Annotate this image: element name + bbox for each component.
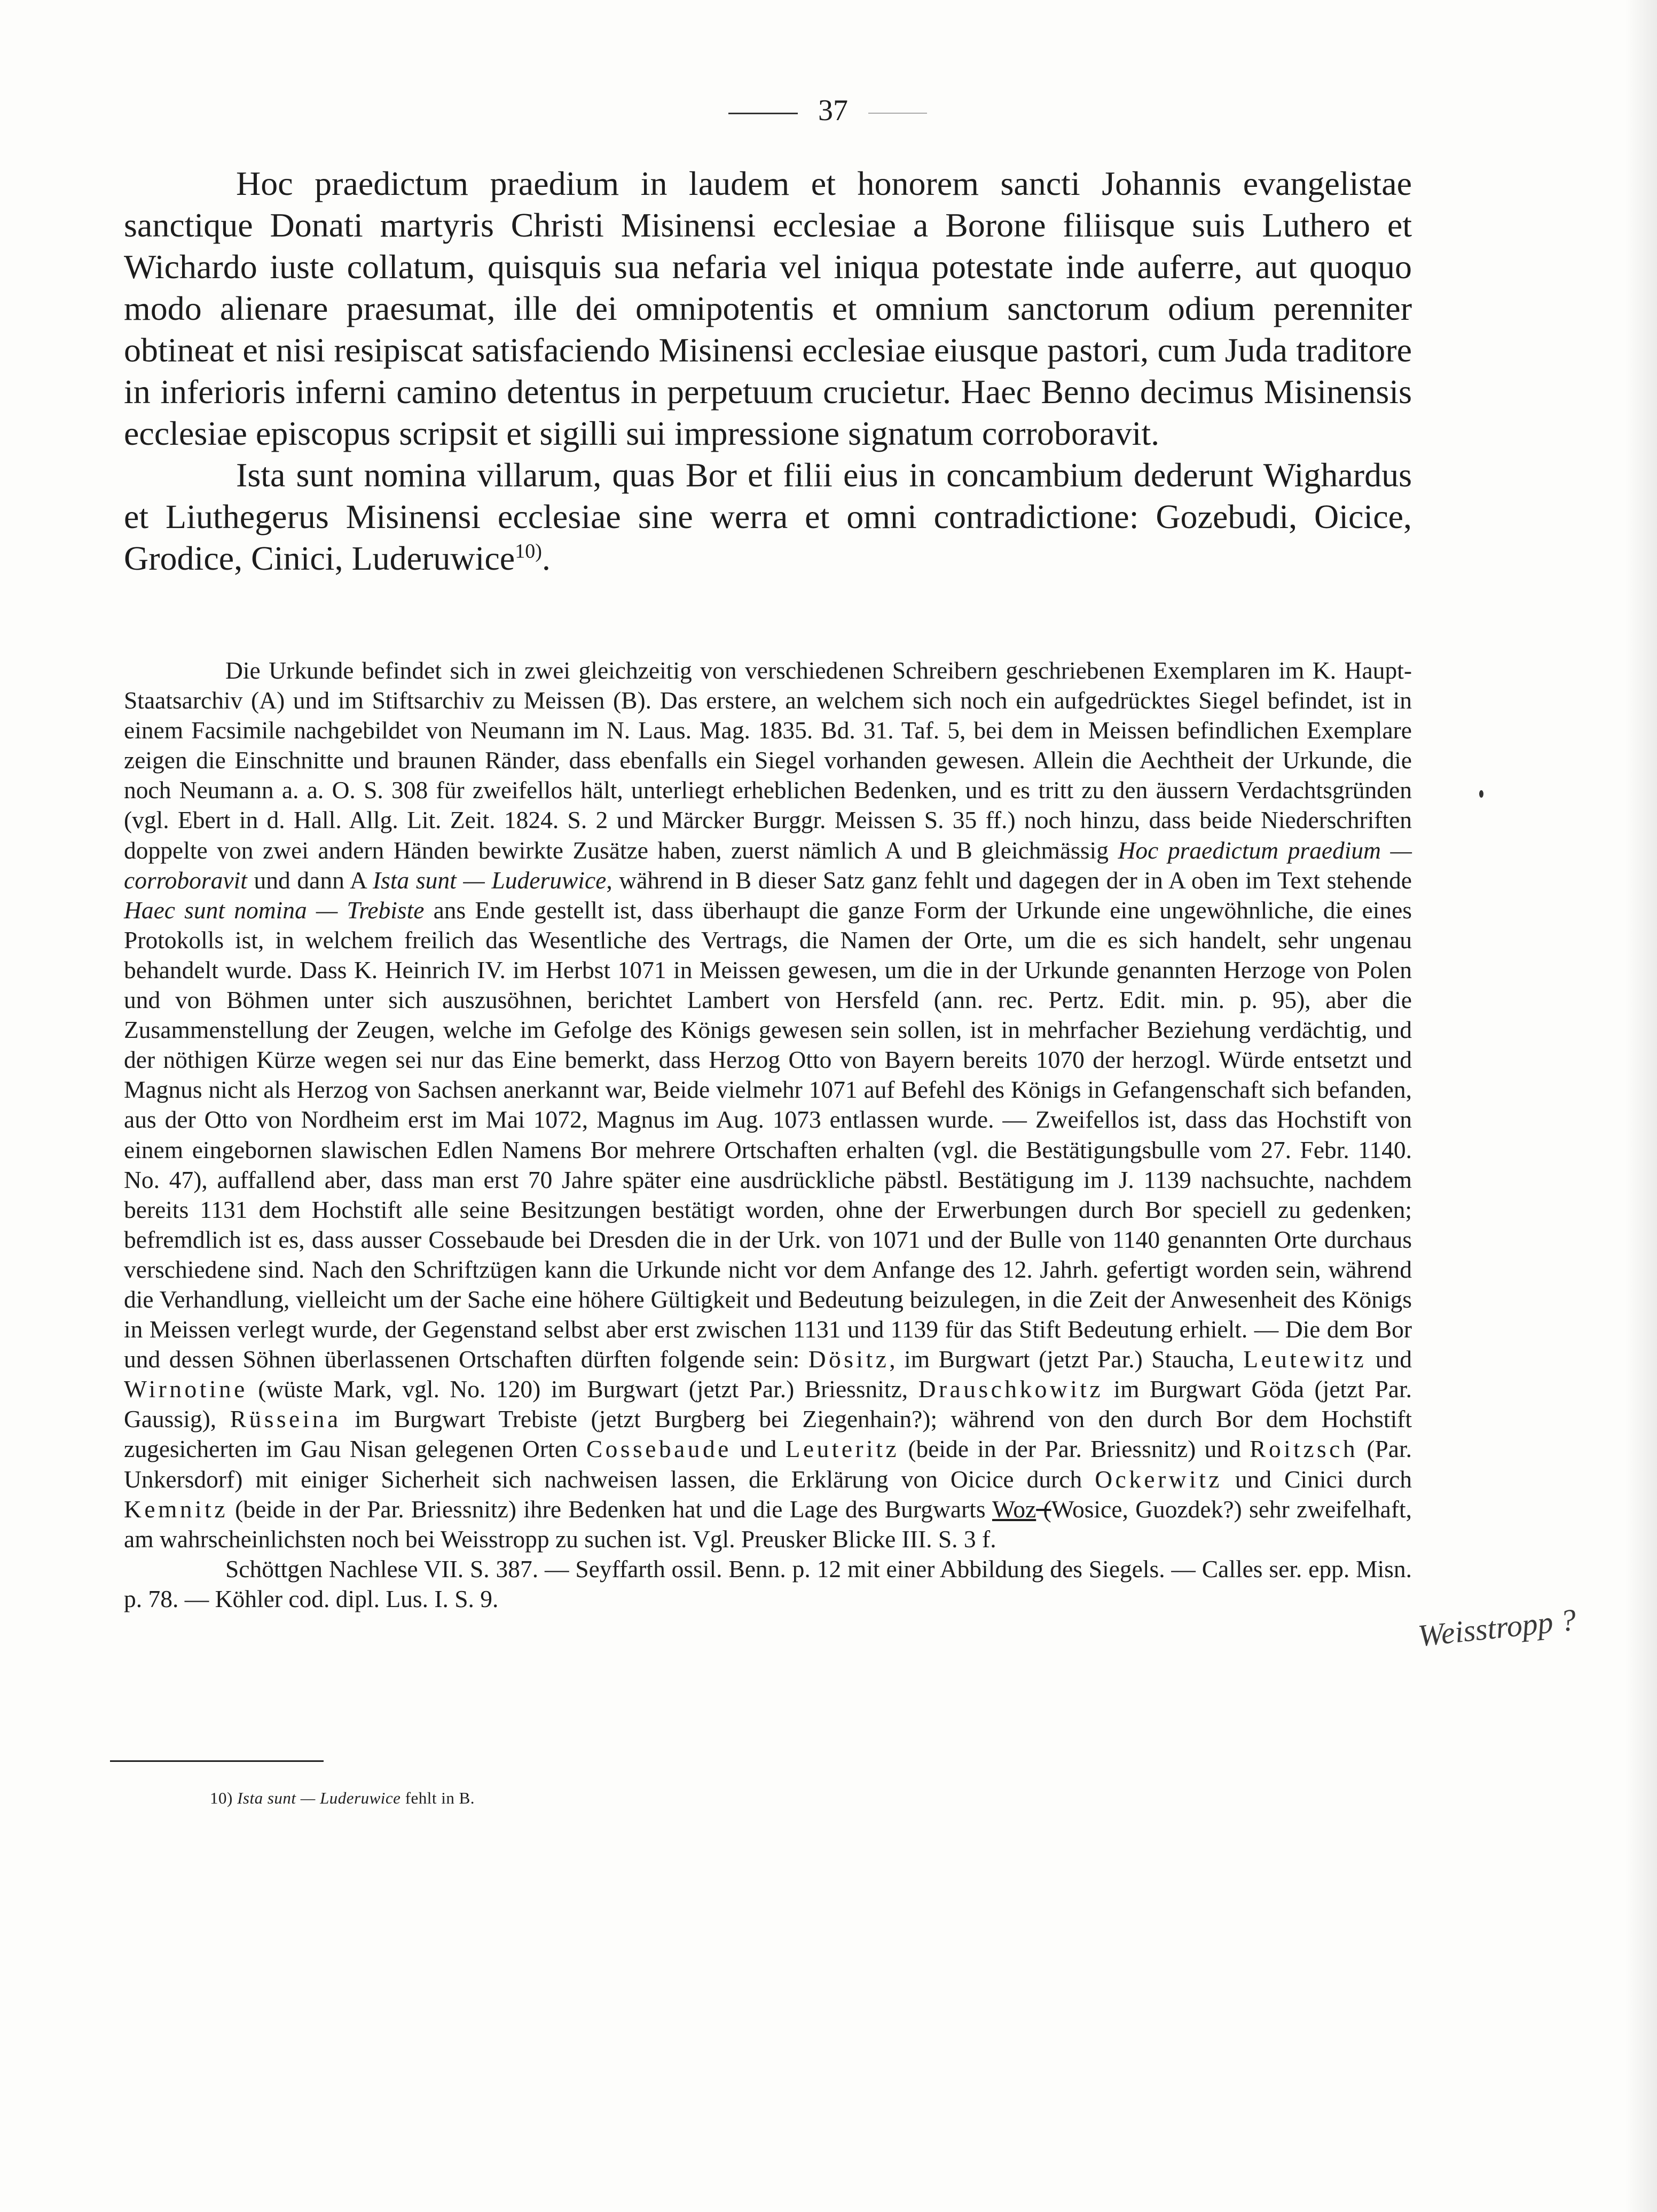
footnote-ref: 10) (515, 540, 542, 563)
charter-paragraph-2: Ista sunt nomina villarum, quas Bor et filii eius in concambium dederunt Wighardus et Liuthegerus Misinensi ecclesiae sine werra et omni contradictione: Gozebudi, Oicice, Grodice, Cinici, Luderuwice$^{10)}$. (124, 456, 1412, 577)
ink-speck (1479, 790, 1483, 798)
handwritten-margin-note: Weisstropp ? (1416, 1602, 1578, 1654)
page-number (641, 93, 1015, 128)
annotated-word: Woz (992, 1495, 1036, 1523)
header-rule-left (728, 113, 798, 114)
footnote: 10) Ista sunt — Luderuwice fehlt in B. (210, 1789, 475, 1807)
charter-paragraph-1: Hoc praedictum praedium in laudem et honorem sancti Johannis evangelistae sanctique Donati martyris Christi Misinensi ecclesiae a Borone filiisque suis Luthero et Wichardo iuste collatum, quisquis sua nefaria vel iniqua potestate inde auferre, aut quoquo modo alienare praesumat, ille dei omnipotentis et omnium sanctorum odium perenniter obtineat et nisi resipiscat satisfaciendo Misinensi ecclesiae eiusque pastori, cum Juda traditore in inferioris inferni camino detentus in perpetuum crucietur. Haec Benno decimus Misinensis ecclesiae episcopus scripsit et sigilli sui impressione signatum corroboravit. (124, 164, 1412, 452)
footnote-divider (110, 1760, 324, 1762)
header-rule-right (868, 113, 927, 114)
scan-edge (1625, 0, 1657, 2212)
charter-text (124, 163, 1412, 579)
page-number-value: 37 (818, 94, 848, 127)
commentary-paragraph-1: Die Urkunde befindet sich in zwei gleichzeitig von verschiedenen Schreibern geschriebenen Exemplaren im K. Haupt-Staatsarchiv (A) und im Stiftsarchiv zu Meissen (B). Das erstere, an welchem sich noch ein aufgedrücktes Siegel befindet, ist in einem Facsimile nachgebildet von Neumann im N. Laus. Mag. 1835. Bd. 31. Taf. 5, bei dem in Meissen befindlichen Exemplare zeigen die Einschnitte und braunen Ränder, dass ebenfalls ein Siegel vorhanden gewesen. Allein die Aechtheit der Urkunde, die noch Neumann a. a. O. S. 308 für zweifellos hält, unterliegt erheblichen Bedenken, und es tritt zu den äussern Verdachtsgründen (vgl. Ebert in d. Hall. Allg. Lit. Zeit. 1824. S. 2 und Märcker Burggr. Meissen S. 35 ff.) noch hinzu, dass beide Niederschriften doppelte von zwei andern Händen bewirkte Zusätze haben, zuerst nämlich A und B gleichmässig Hoc praedictum praedium — corroboravit und dann A Ista sunt — Luderuwice, während in B dieser Satz ganz fehlt und dagegen der in A oben im Text stehende Haec sunt nomina — Trebiste ans Ende gestellt ist, dass überhaupt die ganze Form der Urkunde eine ungewöhnliche, die eines Protokolls ist, in welchem freilich das Wesentliche des Vertrags, die Namen der Orte, um die es sich handelt, sehr ungenau behandelt wurde. Dass K. Heinrich IV. im Herbst 1071 in Meissen gewesen, um die in der Urkunde genannten Herzoge von Polen und von Böhmen unter sich auszusöhnen, berichtet Lambert von Hersfeld (ann. rec. Pertz. Edit. min. p. 95), aber die Zusammenstellung der Zeugen, welche im Gefolge des Königs gewesen sein sollen, ist in mehrfacher Beziehung verdächtig, und der nöthigen Kürze wegen sei nur das Eine bemerkt, dass Herzog Otto von Bayern bereits 1070 der herzogl. Würde entsetzt und Magnus nicht als Herzog von Sachsen anerkannt war, Beide vielmehr 1071 auf Befehl des Königs in Gefangenschaft sich befanden, aus der Otto von Nordheim erst im Mai 1072, Magnus im Aug. 1073 entlassen wurde. — Zweifellos ist, dass das Hochstift von einem eingebornen slawischen Edlen Namens Bor mehrere Ortschaften erhalten (vgl. die Bestätigungsbulle vom 27. Febr. 1140. No. 47), auffallend aber, dass man erst 70 Jahre später eine ausdrückliche päbstl. Bestätigung im J. 1139 nachsuchte, nachdem bereits 1131 dem Hochstift alle seine Besitzungen bestätigt worden, ohne der Erwerbungen durch Bor speciell zu gedenken; befremdlich ist es, dass ausser Cossebaude bei Dresden die in der Urk. von 1071 und der Bulle von 1140 genannten Orte durchaus verschiedene sind. Nach den Schriftzügen kann die Urkunde nicht vor dem Anfange des 12. Jahrh. gefertigt worden sein, während die Verhandlung, vielleicht um der Sache eine höhere Gültigkeit und Bedeutung beizulegen, in die Zeit der Anwesenheit des Königs in Meissen verlegt wurde, der Gegenstand selbst aber erst zwischen 1131 und 1139 für das Stift Bedeutung erhielt. — Die dem Bor und dessen Söhnen überlassenen Ortschaften dürften folgende sein: Dösitz, im Burgwart (jetzt Par.) Staucha, Leutewitz und Wirnotine (wüste Mark, vgl. No. 120) im Burgwart (jetzt Par.) Briessnitz, Drauschkowitz im Burgwart Göda (jetzt Par. Gaussig), Rüsseina im Burgwart Trebiste (jetzt Burgberg bei Ziegenhain?); während von den durch Bor dem Hochstift zugesicherten im Gau Nisan gelegenen Orten Cossebaude und Leuteritz (beide in der Par. Briessnitz) und Roitzsch (Par. Unkersdorf) mit einiger Sicherheit sich nachweisen lassen, die Erklärung von Oicice durch Ockerwitz und Cinici durch Kemnitz (beide in der Par. Briessnitz) ihre Bedenken hat und die Lage des Burgwarts Woz (Wosice, Guozdek?) sehr zweifelhaft, am wahrscheinlichsten noch bei Weisstropp zu suchen ist. Vgl. Preusker Blicke III. S. 3 f. (124, 657, 1412, 1553)
editorial-commentary (124, 656, 1412, 1614)
commentary-paragraph-2: Schöttgen Nachlese VII. S. 387. — Seyffarth ossil. Benn. p. 12 mit einer Abbildung des Siegels. — Calles ser. epp. Misn. p. 78. — Köhler cod. dipl. Lus. I. S. 9. (124, 1555, 1412, 1612)
